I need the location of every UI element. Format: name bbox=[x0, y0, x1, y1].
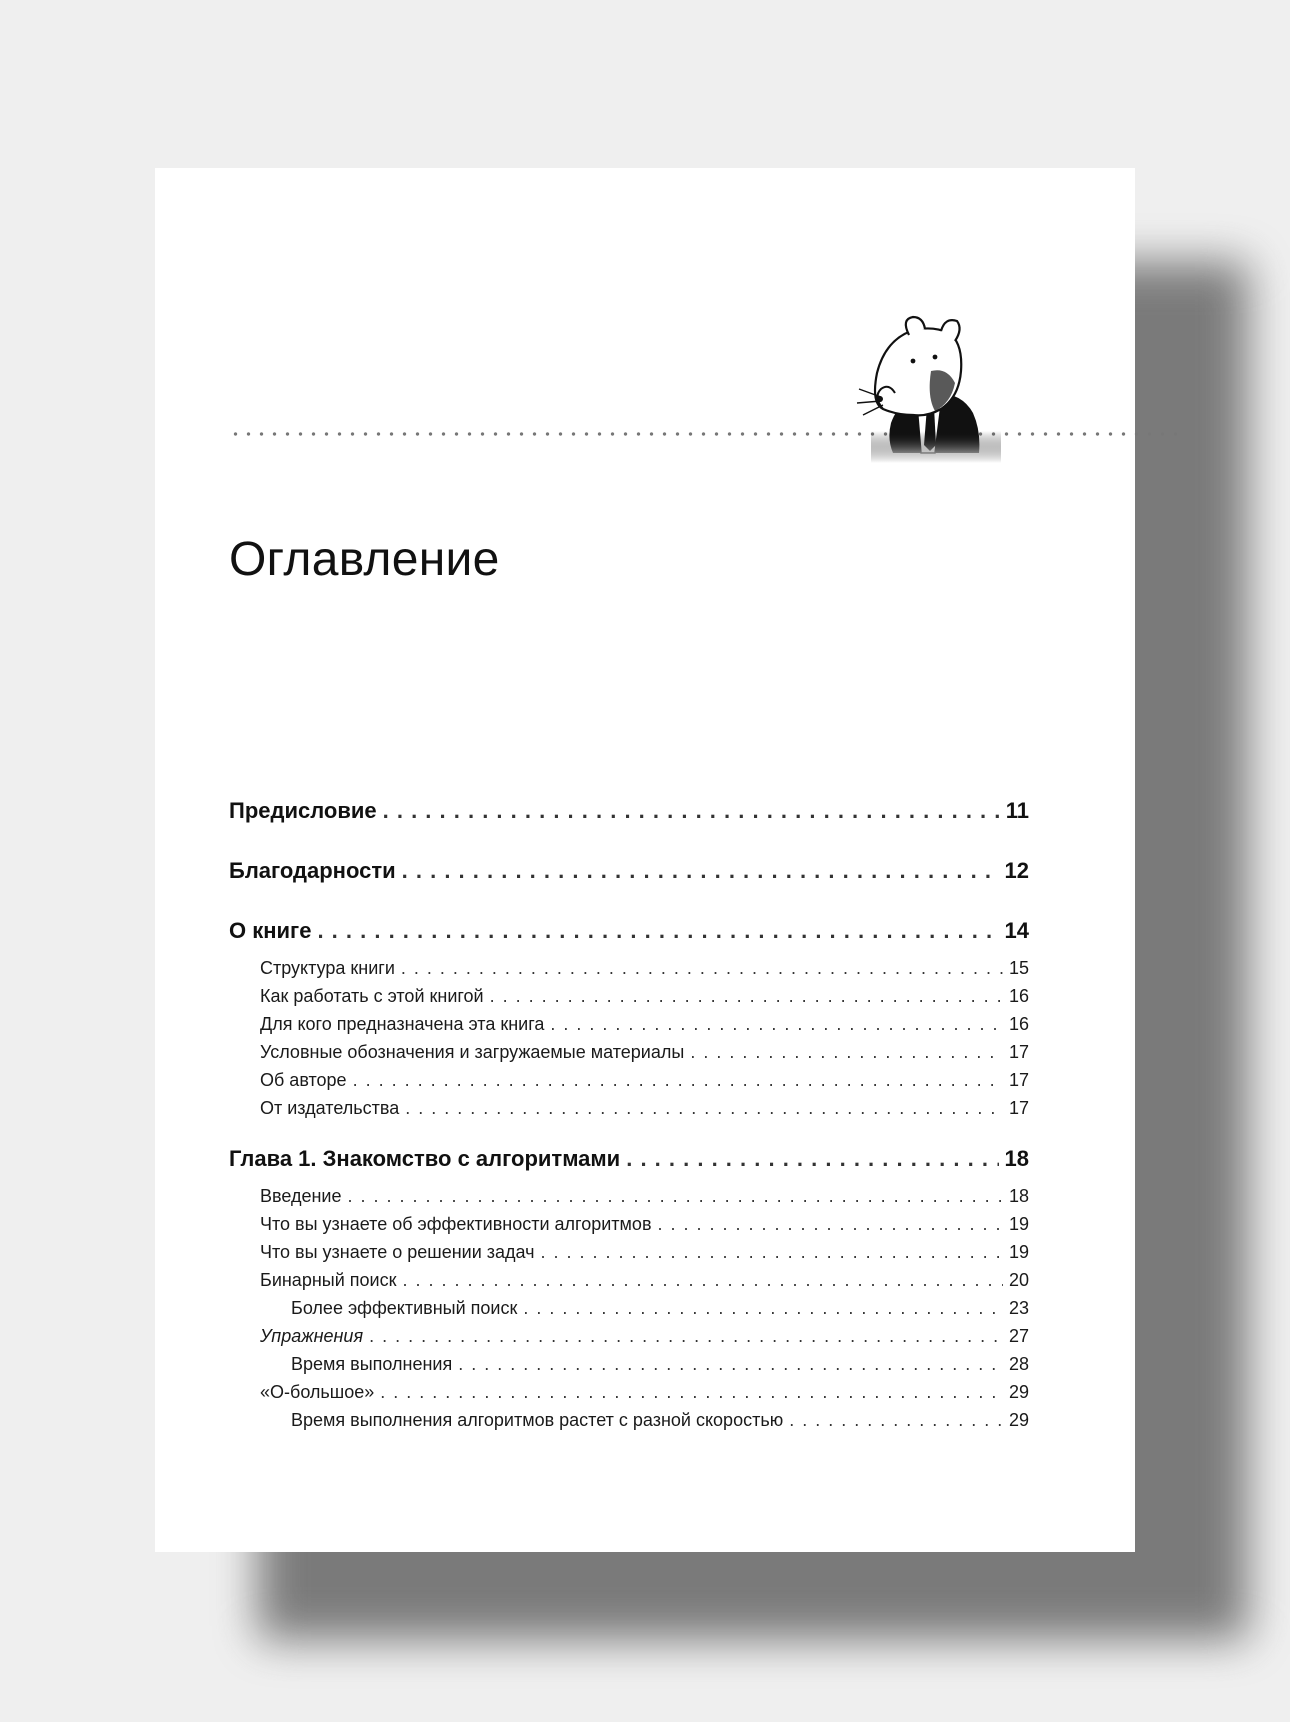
dot-leader bbox=[402, 1270, 1003, 1291]
dot-leader bbox=[369, 1326, 1003, 1347]
toc-entry-page: 28 bbox=[1008, 1354, 1029, 1374]
toc-entry-page: 29 bbox=[1008, 1410, 1029, 1430]
toc-entry-page: 18 bbox=[1004, 1146, 1029, 1171]
dot-leader bbox=[317, 918, 998, 944]
rat-in-suit-illustration bbox=[831, 313, 1011, 463]
toc-entry[interactable] bbox=[229, 1298, 1029, 1326]
toc-entry-label: Время выполнения bbox=[291, 1354, 453, 1374]
toc-entry-page: 27 bbox=[1008, 1326, 1029, 1346]
toc-entry-page: 17 bbox=[1008, 1098, 1029, 1118]
toc-entry[interactable] bbox=[229, 918, 1029, 958]
page-title: Оглавление bbox=[229, 533, 500, 586]
dot-leader bbox=[405, 1098, 1003, 1119]
dot-leader bbox=[402, 858, 999, 884]
toc-entry-page: 29 bbox=[1008, 1382, 1029, 1402]
toc-entry[interactable] bbox=[229, 1382, 1029, 1410]
toc-entry-label: От издательства bbox=[260, 1098, 400, 1118]
toc-entry-page: 11 bbox=[1005, 798, 1029, 823]
toc-entry[interactable] bbox=[229, 1014, 1029, 1042]
table-of-contents bbox=[229, 798, 1029, 1438]
toc-entry-label: Об авторе bbox=[260, 1070, 347, 1090]
toc-entry-page: 15 bbox=[1008, 958, 1029, 978]
toc-entry-page: 19 bbox=[1008, 1242, 1029, 1262]
toc-entry-label: Условные обозначения и загружаемые материалы bbox=[260, 1042, 685, 1062]
toc-entry[interactable] bbox=[229, 1070, 1029, 1098]
toc-entry[interactable] bbox=[229, 1214, 1029, 1242]
toc-entry[interactable] bbox=[229, 1270, 1029, 1298]
toc-entry-label: Введение bbox=[260, 1186, 342, 1206]
toc-entry[interactable] bbox=[229, 1042, 1029, 1070]
toc-entry-page: 18 bbox=[1008, 1186, 1029, 1206]
dot-leader bbox=[458, 1354, 1003, 1375]
toc-entry-label: Как работать с этой книгой bbox=[260, 986, 484, 1006]
toc-entry-label: Структура книги bbox=[260, 958, 395, 978]
toc-entry-page: 14 bbox=[1004, 918, 1029, 943]
toc-entry[interactable] bbox=[229, 1410, 1029, 1438]
toc-entry[interactable] bbox=[229, 798, 1029, 838]
toc-entry[interactable] bbox=[229, 1098, 1029, 1126]
toc-entry[interactable] bbox=[229, 1146, 1029, 1186]
toc-entry-label: Упражнения bbox=[260, 1326, 364, 1346]
toc-entry-label: Предисловие bbox=[229, 798, 377, 823]
dot-leader bbox=[523, 1298, 1003, 1319]
dot-leader bbox=[541, 1242, 1003, 1263]
toc-entry-label: Благодарности bbox=[229, 858, 396, 883]
toc-entry[interactable] bbox=[229, 1326, 1029, 1354]
toc-entry-label: Более эффективный поиск bbox=[291, 1298, 518, 1318]
toc-entry-label: Время выполнения алгоритмов растет с разной скоростью bbox=[291, 1410, 784, 1430]
dot-leader bbox=[383, 798, 1000, 824]
toc-entry-page: 19 bbox=[1008, 1214, 1029, 1234]
toc-entry-label: Для кого предназначена эта книга bbox=[260, 1014, 545, 1034]
dot-leader bbox=[626, 1146, 998, 1172]
toc-entry-page: 17 bbox=[1008, 1070, 1029, 1090]
dot-leader bbox=[353, 1070, 1003, 1091]
toc-entry-label: «О-большое» bbox=[260, 1382, 375, 1402]
toc-entry-page: 16 bbox=[1008, 1014, 1029, 1034]
toc-entry-page: 20 bbox=[1008, 1270, 1029, 1290]
dot-leader bbox=[789, 1410, 1003, 1431]
toc-entry-page: 12 bbox=[1004, 858, 1029, 883]
dot-leader bbox=[550, 1014, 1003, 1035]
toc-entry-label: Бинарный поиск bbox=[260, 1270, 397, 1290]
toc-entry[interactable] bbox=[229, 958, 1029, 986]
toc-entry[interactable] bbox=[229, 986, 1029, 1014]
dot-leader bbox=[380, 1382, 1003, 1403]
dot-leader bbox=[490, 986, 1003, 1007]
toc-entry[interactable] bbox=[229, 1354, 1029, 1382]
dot-leader bbox=[690, 1042, 1003, 1063]
toc-entry-page: 23 bbox=[1008, 1298, 1029, 1318]
dot-leader bbox=[401, 958, 1003, 979]
toc-entry-page: 17 bbox=[1008, 1042, 1029, 1062]
dot-leader bbox=[348, 1186, 1003, 1207]
book-page bbox=[155, 168, 1135, 1552]
toc-entry-label: Что вы узнаете о решении задач bbox=[260, 1242, 535, 1262]
toc-entry-label: О книге bbox=[229, 918, 312, 943]
toc-entry-label: Что вы узнаете об эффективности алгоритмов bbox=[260, 1214, 652, 1234]
dot-leader bbox=[658, 1214, 1003, 1235]
toc-entry-label: Глава 1. Знакомство с алгоритмами bbox=[229, 1146, 621, 1171]
toc-entry-page: 16 bbox=[1008, 986, 1029, 1006]
toc-entry[interactable] bbox=[229, 1242, 1029, 1270]
toc-entry[interactable] bbox=[229, 1186, 1029, 1214]
toc-entry[interactable] bbox=[229, 858, 1029, 898]
